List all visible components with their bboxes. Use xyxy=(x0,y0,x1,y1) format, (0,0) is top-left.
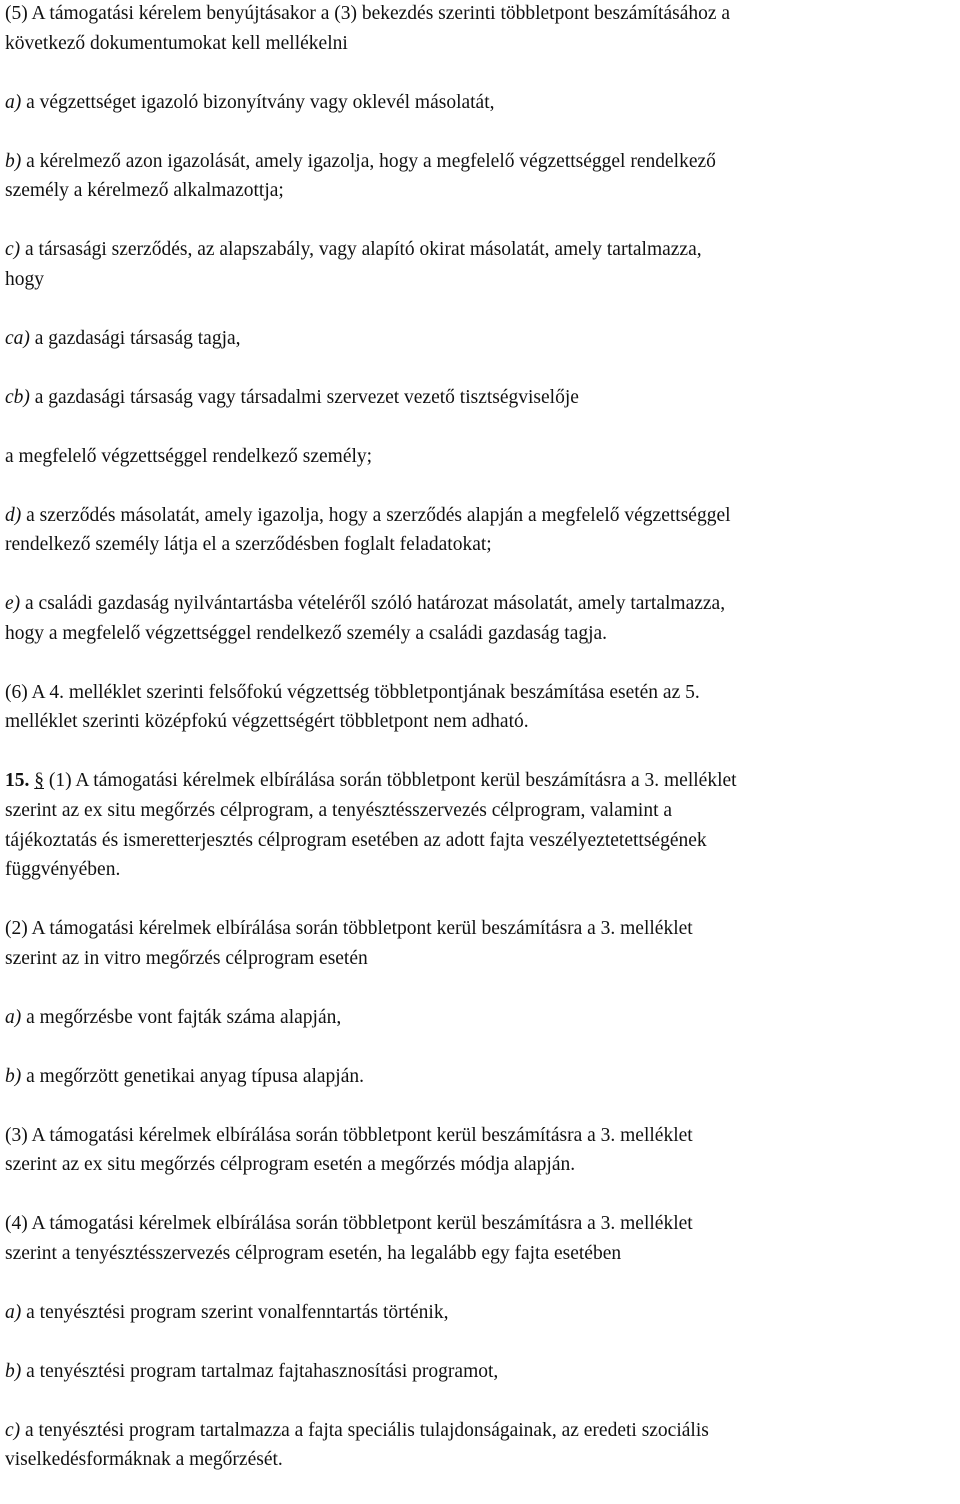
paragraph xyxy=(5,1357,960,1387)
line-text: szerint a tenyésztésszervezés célprogram esetén, ha legalább egy fajta esetében xyxy=(5,1242,622,1264)
paragraph-line xyxy=(5,176,960,206)
list-item-label: ca) xyxy=(5,327,30,349)
paragraph-line xyxy=(5,796,960,826)
list-item-label: d) xyxy=(5,504,22,526)
paragraph-line xyxy=(5,855,960,885)
line-text: a megfelelő végzettséggel rendelkező személy; xyxy=(5,445,373,467)
list-item-label: a) xyxy=(5,1006,22,1028)
paragraph-line xyxy=(5,1003,960,1033)
line-text: a társasági szerződés, az alapszabály, vagy alapító okirat másolatát, amely tartalmazza, xyxy=(20,239,702,261)
paragraph-line xyxy=(5,1062,960,1092)
paragraph xyxy=(5,1003,960,1033)
paragraph-line xyxy=(5,766,960,796)
line-text: a tenyésztési program tartalmaz fajtahasznosítási programot, xyxy=(21,1360,499,1382)
list-item-label: a) xyxy=(5,1301,22,1323)
paragraph xyxy=(5,914,960,973)
paragraph xyxy=(5,383,960,413)
line-text: a megőrzött genetikai anyag típusa alapján. xyxy=(21,1065,364,1087)
paragraph-line xyxy=(5,1357,960,1387)
paragraph-line xyxy=(5,914,960,944)
paragraph xyxy=(5,1209,960,1268)
paragraph-line xyxy=(5,29,960,59)
line-text: (4) A támogatási kérelmek elbírálása során többletpont kerül beszámításra a 3. melléklet xyxy=(5,1213,693,1235)
paragraph-line xyxy=(5,1121,960,1151)
line-text: a gazdasági társaság tagja, xyxy=(29,327,241,349)
paragraph-line xyxy=(5,589,960,619)
line-text: rendelkező személy látja el a szerződésben foglalt feladatokat; xyxy=(5,534,492,556)
paragraph-line xyxy=(5,501,960,531)
paragraph xyxy=(5,0,960,58)
list-item-label: e) xyxy=(5,593,21,615)
paragraph-line xyxy=(5,1298,960,1328)
line-text: (2) A támogatási kérelmek elbírálása során többletpont kerül beszámításra a 3. melléklet xyxy=(5,918,693,940)
paragraph xyxy=(5,1121,960,1180)
list-item-label: c) xyxy=(5,1419,21,1441)
paragraph-line xyxy=(5,1150,960,1180)
section-sign: § xyxy=(34,770,44,792)
line-text: személy a kérelmező alkalmazottja; xyxy=(5,180,284,202)
line-text: (1) A támogatási kérelmek elbírálása során többletpont kerül beszámításra a 3. melléklet xyxy=(44,770,737,792)
paragraph xyxy=(5,1062,960,1092)
line-text: (6) A 4. melléklet szerinti felsőfokú végzettség többletpontjának beszámítása esetén az 5. xyxy=(5,681,700,703)
paragraph xyxy=(5,589,960,648)
paragraph xyxy=(5,324,960,354)
paragraph-line xyxy=(5,678,960,708)
paragraph xyxy=(5,678,960,737)
line-text: következő dokumentumokat kell mellékelni xyxy=(5,32,348,54)
list-item-label: c) xyxy=(5,239,21,261)
paragraph-line xyxy=(5,1239,960,1269)
paragraph xyxy=(5,1298,960,1328)
paragraph-line xyxy=(5,442,960,472)
paragraph xyxy=(5,147,960,206)
paragraph-line xyxy=(5,1445,960,1475)
paragraph-line xyxy=(5,619,960,649)
paragraph xyxy=(5,88,960,118)
paragraph xyxy=(5,442,960,472)
line-text: a kérelmező azon igazolását, amely igazolja, hogy a megfelelő végzettséggel rendelkező xyxy=(21,150,716,172)
paragraph-line xyxy=(5,530,960,560)
document-page xyxy=(5,0,960,1504)
paragraph xyxy=(5,501,960,560)
line-text: szerint az in vitro megőrzés célprogram esetén xyxy=(5,947,368,969)
list-item-label: b) xyxy=(5,150,22,172)
line-text: függvényében. xyxy=(5,859,121,881)
paragraph-line xyxy=(5,1416,960,1446)
line-text: a gazdasági társaság vagy társadalmi szervezet vezető tisztségviselője xyxy=(29,386,579,408)
line-text: a tenyésztési program szerint vonalfenntartás történik, xyxy=(21,1301,449,1323)
paragraph-line xyxy=(5,707,960,737)
line-text: a megőrzésbe vont fajták száma alapján, xyxy=(21,1006,342,1028)
line-text: a szerződés másolatát, amely igazolja, hogy a szerződés alapján a megfelelő végzettséggel xyxy=(21,504,731,526)
paragraph xyxy=(5,235,960,294)
line-text: (5) A támogatási kérelem benyújtásakor a (3) bekezdés szerinti többletpont beszámításához a xyxy=(5,3,731,24)
paragraph-line xyxy=(5,235,960,265)
line-text: hogy xyxy=(5,268,44,290)
line-text: a családi gazdaság nyilvántartásba vételéről szóló határozat másolatát, amely tartalmazza, xyxy=(20,593,726,615)
paragraph-line xyxy=(5,0,960,29)
list-item-label: a) xyxy=(5,91,22,113)
paragraph-line xyxy=(5,324,960,354)
paragraph-line xyxy=(5,1209,960,1239)
list-item-label: b) xyxy=(5,1065,22,1087)
list-item-label: b) xyxy=(5,1360,22,1382)
paragraph-line xyxy=(5,944,960,974)
line-text: szerint az ex situ megőrzés célprogram, a tenyésztésszervezés célprogram, valamint a xyxy=(5,800,673,821)
line-text: hogy a megfelelő végzettséggel rendelkező személy a családi gazdaság tagja. xyxy=(5,622,608,644)
paragraph xyxy=(5,766,960,884)
paragraph-line xyxy=(5,383,960,413)
paragraph-line xyxy=(5,147,960,177)
line-text: viselkedésformáknak a megőrzését. xyxy=(5,1449,283,1471)
paragraph-line xyxy=(5,88,960,118)
line-text: a tenyésztési program tartalmazza a fajta speciális tulajdonságainak, az eredeti szociális xyxy=(20,1419,709,1441)
line-text: tájékoztatás és ismeretterjesztés célprogram esetében az adott fajta veszélyeztetettségének xyxy=(5,829,707,851)
paragraph-line xyxy=(5,265,960,295)
line-text: (3) A támogatási kérelmek elbírálása során többletpont kerül beszámításra a 3. melléklet xyxy=(5,1124,693,1146)
line-text: a végzettséget igazoló bizonyítvány vagy oklevél másolatát, xyxy=(21,91,495,113)
list-item-label: cb) xyxy=(5,386,30,408)
paragraph-line xyxy=(5,826,960,856)
line-text: szerint az ex situ megőrzés célprogram esetén a megőrzés módja alapján. xyxy=(5,1154,576,1176)
line-text: melléklet szerinti középfokú végzettségért többletpont nem adható. xyxy=(5,711,529,733)
paragraph xyxy=(5,1416,960,1475)
section-number: 15. xyxy=(5,770,30,792)
